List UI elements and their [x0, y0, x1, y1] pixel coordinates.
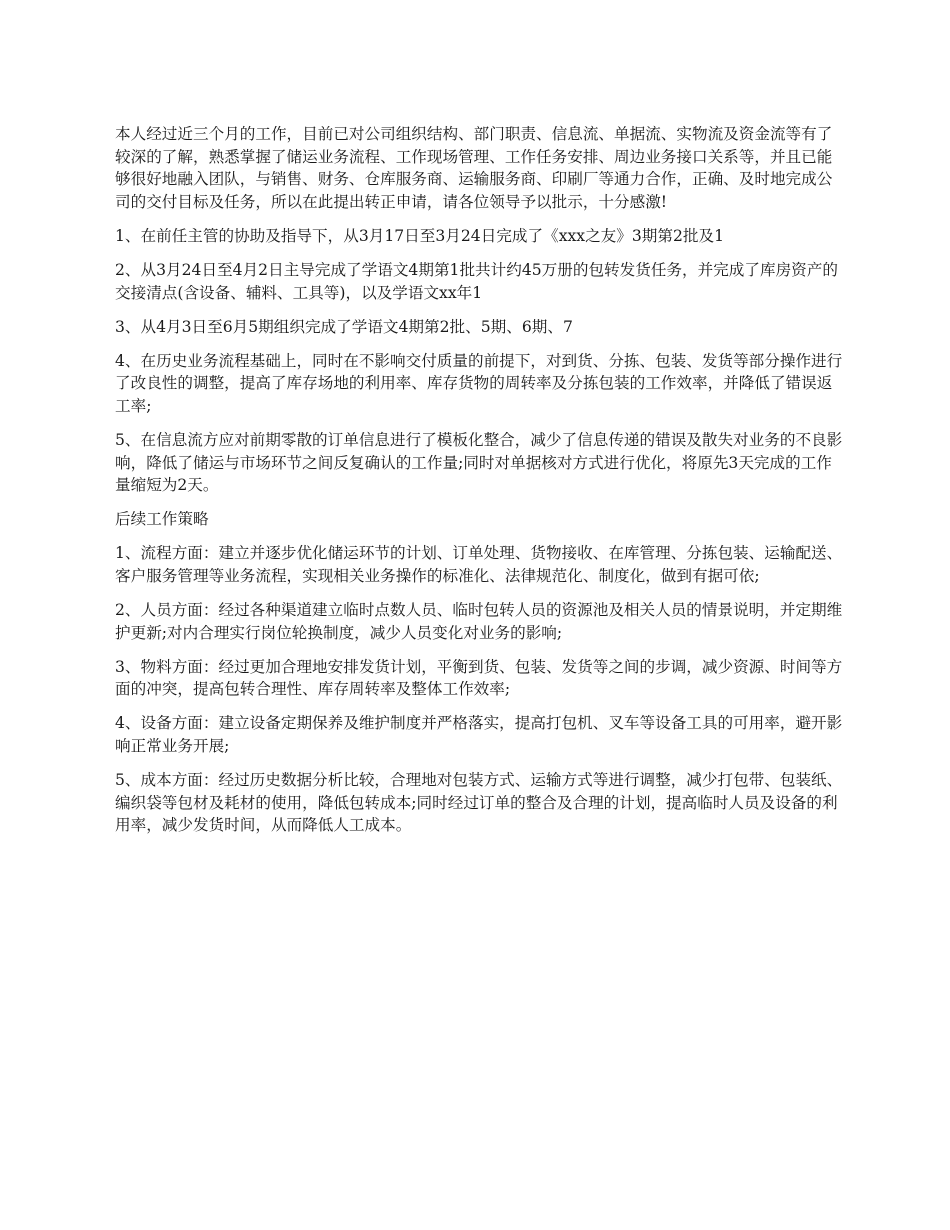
intro-paragraph: 本人经过近三个月的工作，目前已对公司组织结构、部门职责、信息流、单据流、实物流及资金流等有了较深的了解，熟悉掌握了储运业务流程、工作现场管理、工作任务安排、周边业务接口关系等，并且已能够很好地融入团队，与销售、财务、仓库服务商、运输服务商、印刷厂等通力合作，正确、及时地完成公司的交付目标及任务，所以在此提出转正申请，请各位领导予以批示，十分感激! — [115, 125, 833, 211]
document-body — [115, 123, 843, 848]
strategy-item-2: 2、人员方面：经过各种渠道建立临时点数人员、临时包转人员的资源池及相关人员的情景说明，并定期维护更新;对内合理实行岗位轮换制度，减少人员变化对业务的影响; — [115, 601, 843, 642]
strategy-item-1: 1、流程方面：建立并逐步优化储运环节的计划、订单处理、货物接收、在库管理、分拣包装、运输配送、客户服务管理等业务流程，实现相关业务操作的标准化、法律规范化、制度化，做到有据可依; — [115, 544, 843, 585]
achievement-item-4: 4、在历史业务流程基础上，同时在不影响交付质量的前提下，对到货、分拣、包装、发货等部分操作进行了改良性的调整，提高了库存场地的利用率、库存货物的周转率及分拣包装的工作效率，并降低了错误返工率; — [115, 351, 843, 415]
strategy-heading: 后续工作策略 — [115, 510, 209, 529]
strategy-item-5: 5、成本方面：经过历史数据分析比较，合理地对包装方式、运输方式等进行调整，减少打包带、包装纸、编织袋等包材及耗材的使用，降低包转成本;同时经过订单的整合及合理的计划，提高临时人员及设备的利用率，减少发货时间，从而降低人工成本。 — [115, 771, 843, 835]
achievement-item-1: 1、在前任主管的协助及指导下，从3月17日至3月24日完成了《xxx之友》3期第2批及1 — [115, 226, 725, 245]
strategy-item-4: 4、设备方面：建立设备定期保养及维护制度并严格落实，提高打包机、叉车等设备工具的可用率，避开影响正常业务开展; — [115, 714, 843, 756]
achievement-item-2: 2、从3月24日至4月2日主导完成了学语文4期第1批共计约45万册的包转发货任务，并完成了库房资产的交接清点(含设备、辅料、工具等)，以及学语文xx年1 — [115, 260, 838, 302]
strategy-item-3: 3、物料方面：经过更加合理地安排发货计划，平衡到货、包装、发货等之间的步调，减少资源、时间等方面的冲突，提高包转合理性、库存周转率及整体工作效率; — [115, 657, 843, 699]
achievement-item-5: 5、在信息流方应对前期零散的订单信息进行了模板化整合，减少了信息传递的错误及散失对业务的不良影响，降低了储运与市场环节之间反复确认的工作量;同时对单据核对方式进行优化，将原先3天完成的工作量缩短为2天。 — [115, 431, 843, 495]
achievement-item-3: 3、从4月3日至6月5期组织完成了学语文4期第2批、5期、6期、7 — [115, 317, 573, 336]
